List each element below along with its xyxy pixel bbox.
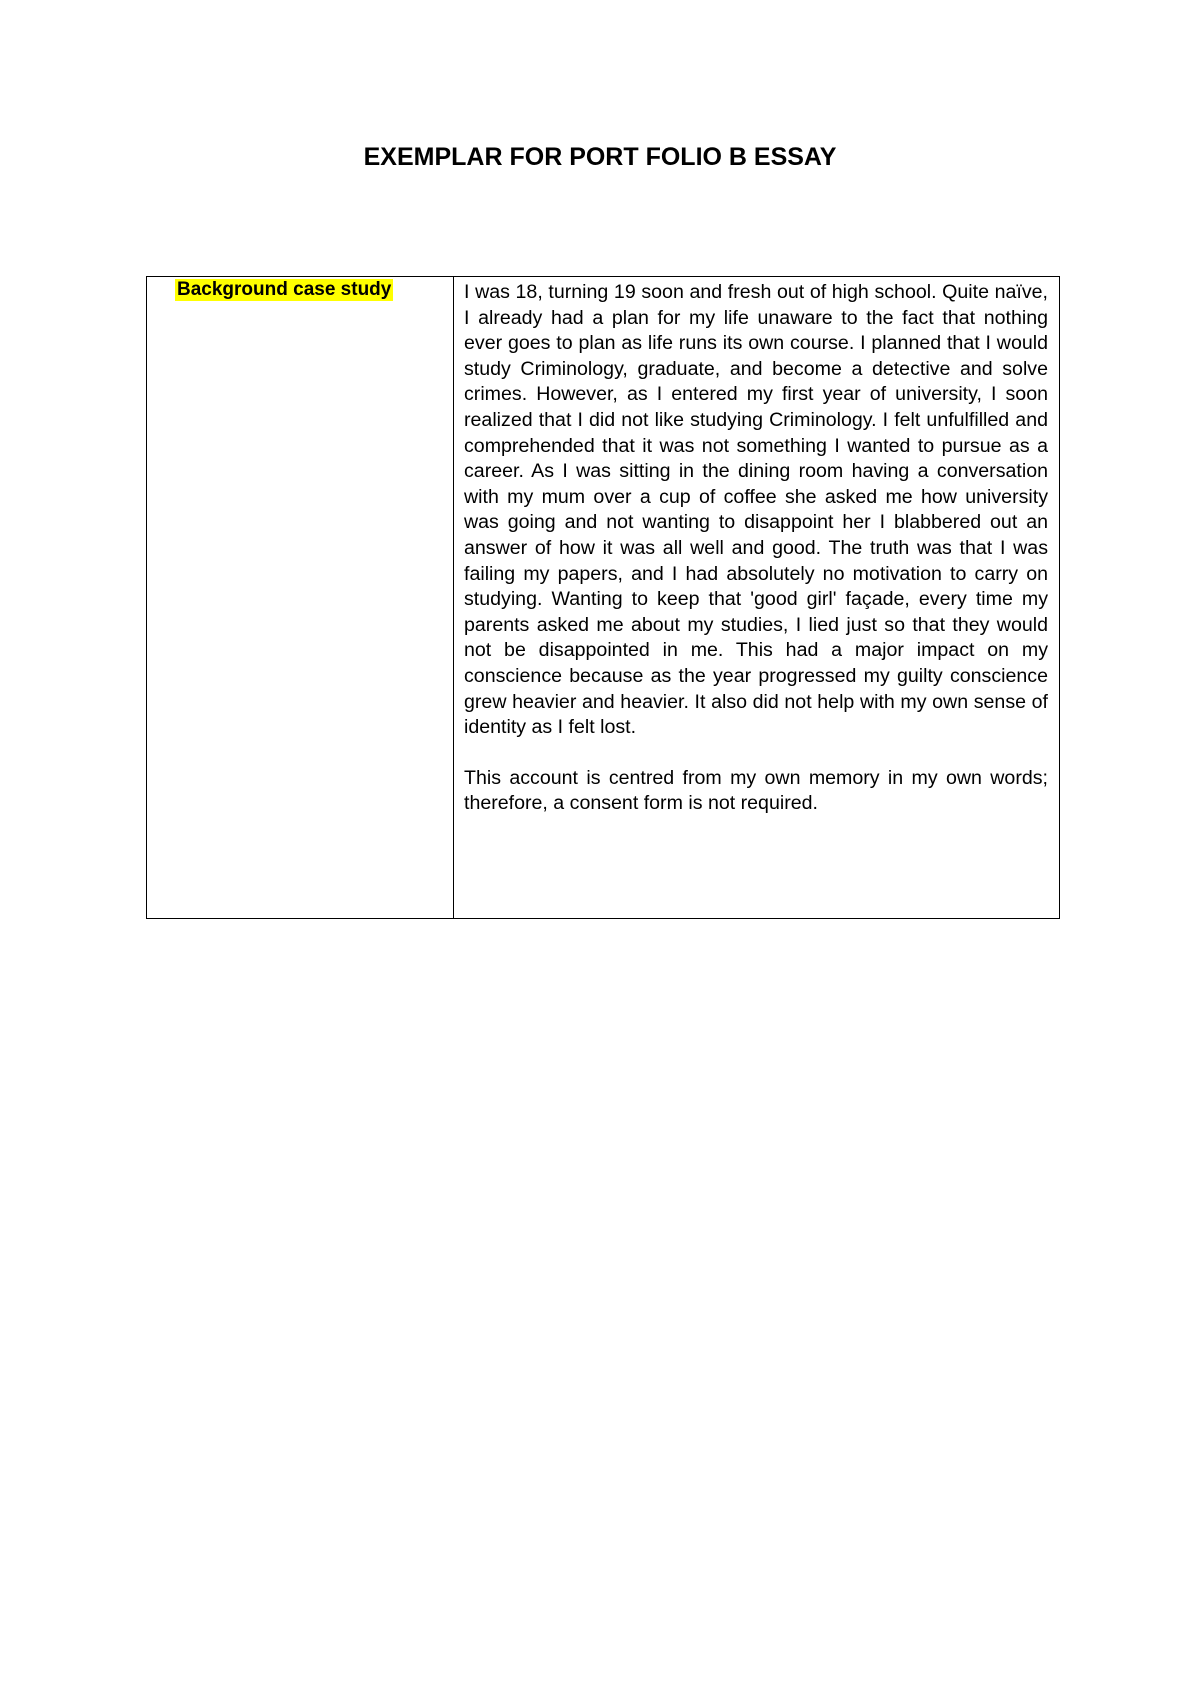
case-study-paragraph: I was 18, turning 19 soon and fresh out of high school. Quite naïve, I already had a plan for my life unaware to the fact that nothing ever goes to plan as life runs its own course. I planned that I would study Criminology, graduate, and become a detective and solve crimes. However, as I entered my first year of university, I soon realized that I did not like studying Criminology. I felt unfulfilled and comprehended that it was not something I wanted to pursue as a career. As I was sitting in the dining room having a conversation with my mum over a cup of coffee she asked me how university was going and not wanting to disappoint her I blabbered out an answer of how it was all well and good. The truth was that I was failing my papers, and I had absolutely no motivation to carry on studying. Wanting to keep that 'good girl' façade, every time my parents asked me about my studies, I lied just so that they would not be disappointed in me. This had a major impact on my conscience because as the year progressed my guilty conscience grew heavier and heavier. It also did not help with my own sense of identity as I felt lost.	[464, 281, 1048, 739]
page-title: EXEMPLAR FOR PORT FOLIO B ESSAY	[363, 143, 837, 171]
background-case-study-label: Background case study	[177, 279, 392, 300]
body-cell	[454, 277, 1060, 919]
consent-note-paragraph: This account is centred from my own memory in my own words; therefore, a consent form is not required.	[464, 766, 1048, 815]
case-study-table	[146, 276, 1060, 919]
table-row	[147, 277, 1060, 919]
label-cell	[147, 277, 454, 919]
